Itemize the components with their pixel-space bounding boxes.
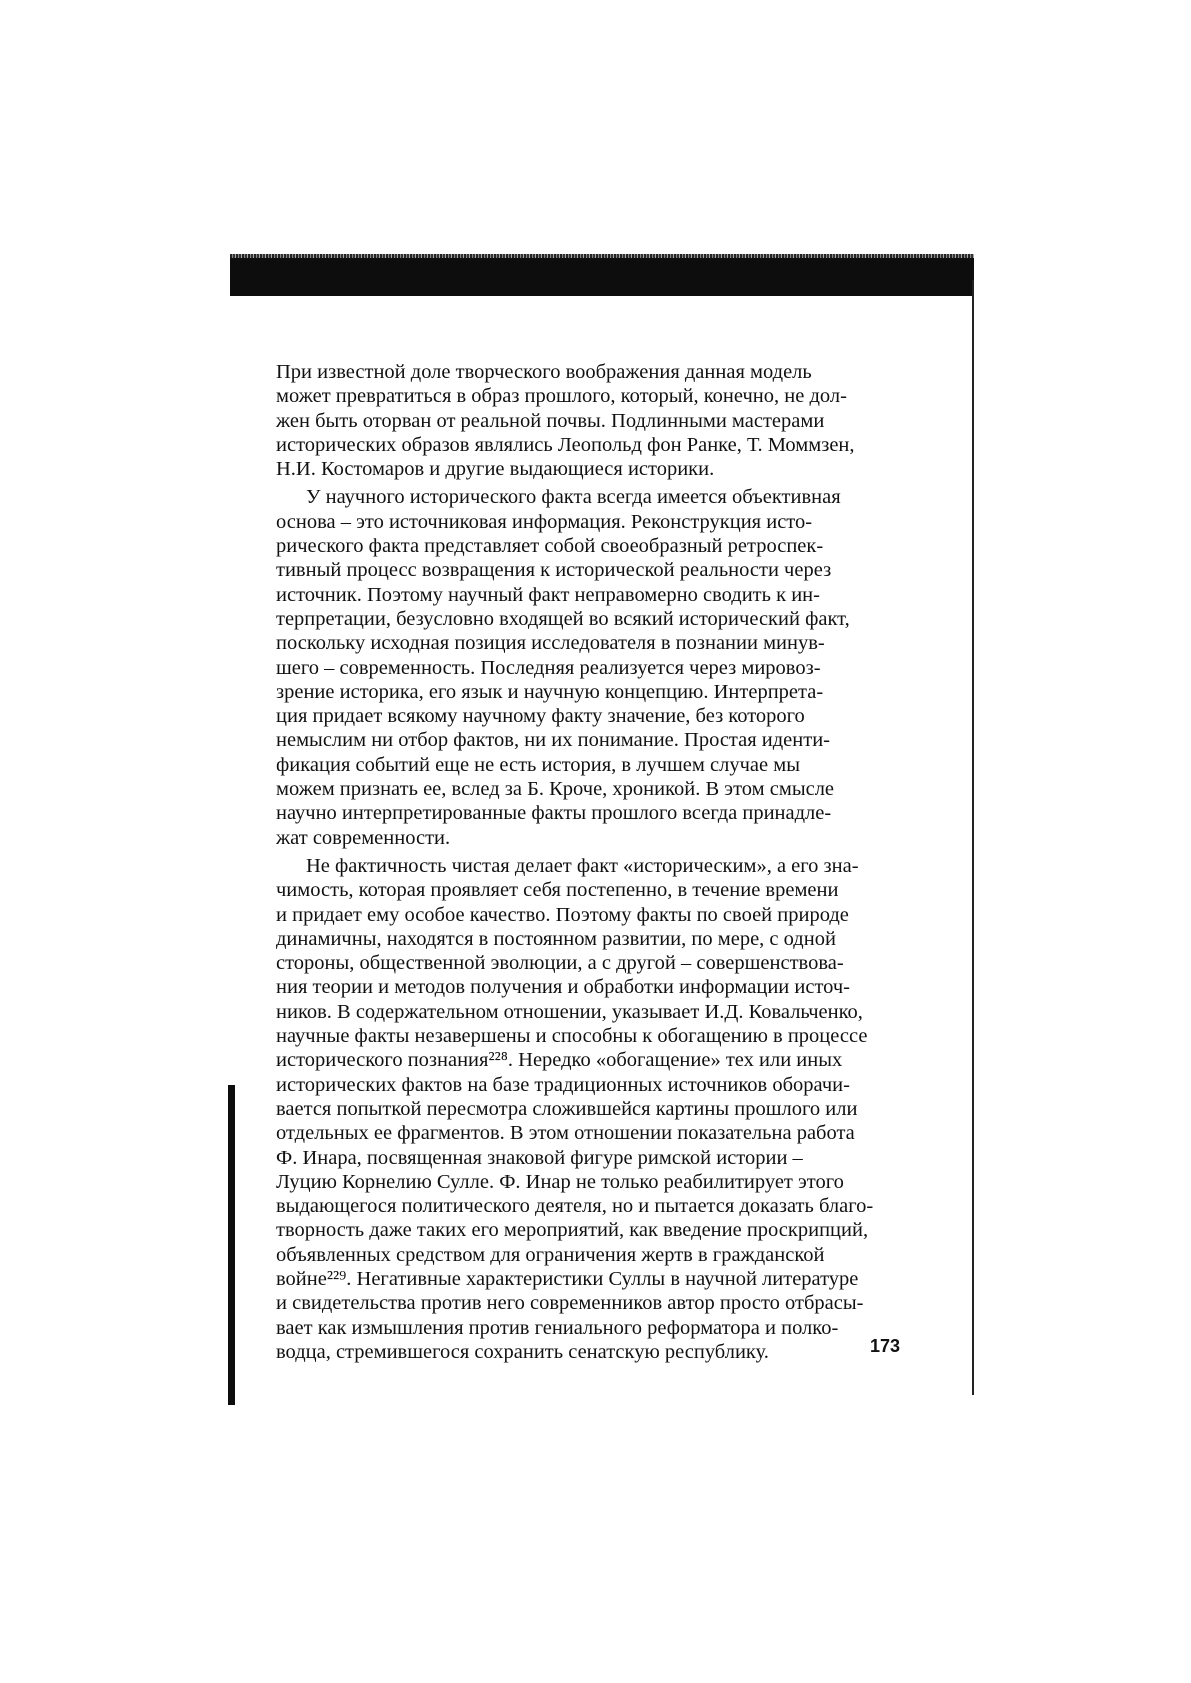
text-line: и придает ему особое качество. Поэтому факты по своей природе	[276, 903, 849, 926]
text-line: вается попыткой пересмотра сложившейся картины прошлого или	[276, 1097, 858, 1120]
text-line: поскольку исходная позиция исследователя в познании минув-	[276, 632, 825, 655]
text-line: выдающегося политического деятеля, но и пытается доказать благо-	[276, 1195, 874, 1218]
text-line: рического факта представляет собой своеобразный ретроспек-	[276, 535, 824, 558]
text-line: основа – это источниковая информация. Реконструкция исто-	[276, 510, 813, 533]
text-line: объявленных средством для ограничения жертв в гражданской	[276, 1243, 825, 1266]
text-line: ников. В содержательном отношении, указывает И.Д. Ковальченко,	[276, 1000, 863, 1023]
text-line: чимость, которая проявляет себя постепенно, в течение времени	[276, 879, 839, 902]
text-line: исторического познания²²⁸. Нередко «обогащение» тех или иных	[276, 1049, 843, 1072]
text-line: исторических образов являлись Леопольд фон Ранке, Т. Моммзен,	[276, 433, 855, 456]
text-line: Не фактичность чистая делает факт «историческим», а его зна-	[306, 854, 859, 877]
text-line: ция придает всякому научному факту значение, без которого	[276, 705, 805, 728]
text-line: можем признать ее, вслед за Б. Кроче, хроникой. В этом смысле	[276, 778, 835, 801]
text-line: жен быть оторван от реальной почвы. Подлинными мастерами	[276, 409, 825, 432]
text-line: творность даже таких его мероприятий, как введение проскрипций,	[276, 1219, 869, 1242]
text-line: зрение историка, его язык и научную концепцию. Интерпрета-	[276, 680, 824, 703]
text-line: источник. Поэтому научный факт неправомерно сводить к ин-	[276, 583, 820, 606]
text-line: научные факты незавершены и способны к обогащению в процессе	[276, 1025, 868, 1048]
page-right-edge	[972, 280, 974, 1395]
text-line: У научного исторического факта всегда имеется объективная	[306, 486, 841, 509]
text-line: войне²²⁹. Негативные характеристики Суллы в научной литературе	[276, 1267, 859, 1290]
page-header-band	[230, 258, 974, 296]
text-line: шего – современность. Последняя реализуется через мировоз-	[276, 656, 821, 679]
page-number: 173	[870, 1336, 901, 1356]
text-line: ния теории и методов получения и обработки информации источ-	[276, 976, 850, 999]
text-line: исторических фактов на базе традиционных источников оборачи-	[276, 1073, 850, 1096]
body-text	[276, 360, 904, 1368]
text-line: Н.И. Костомаров и другие выдающиеся историки.	[276, 458, 715, 481]
paragraph-1	[276, 360, 904, 481]
text-line: немыслим ни отбор фактов, ни их понимание. Простая иденти-	[276, 729, 831, 752]
text-line: вает как измышления против гениального реформатора и полко-	[276, 1316, 839, 1339]
paragraph-3	[276, 854, 904, 1364]
text-line: фикация событий еще не есть история, в лучшем случае мы	[276, 753, 800, 776]
text-line: научно интерпретированные факты прошлого всегда принадле-	[276, 802, 832, 825]
paragraph-2	[276, 485, 904, 849]
text-line: Ф. Инара, посвященная знаковой фигуре римской истории –	[276, 1146, 803, 1169]
text-line: водца, стремившегося сохранить сенатскую республику.	[276, 1340, 769, 1363]
text-line: Луцию Корнелию Сулле. Ф. Инар не только реабилитирует этого	[276, 1170, 844, 1193]
text-line: может превратиться в образ прошлого, который, конечно, не дол-	[276, 385, 847, 408]
text-line: жат современности.	[276, 826, 451, 849]
text-line: отдельных ее фрагментов. В этом отношении показательна работа	[276, 1122, 855, 1145]
text-line: динамичны, находятся в постоянном развитии, по мере, с одной	[276, 927, 836, 950]
page-left-edge	[228, 1085, 235, 1405]
text-line: терпретации, безусловно входящей во всякий исторический факт,	[276, 607, 850, 630]
text-line: стороны, общественной эволюции, а с другой – совершенствова-	[276, 952, 844, 975]
text-line: и свидетельства против него современников автор просто отбрасы-	[276, 1292, 864, 1315]
text-line: При известной доле творческого воображения данная модель	[276, 361, 812, 383]
text-line: тивный процесс возвращения к исторической реальности через	[276, 559, 832, 582]
